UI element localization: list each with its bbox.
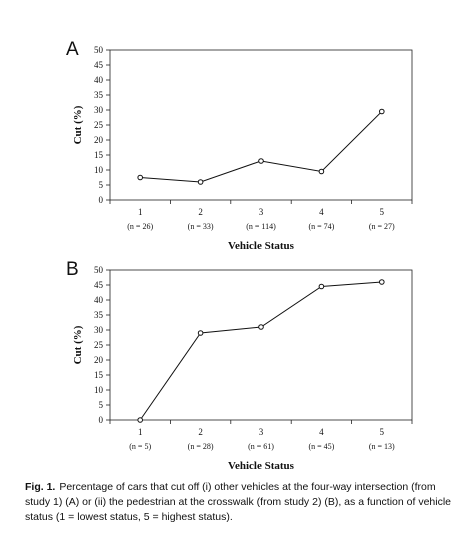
panel-b-n-label: (n = 28): [187, 442, 214, 451]
panel-a-y-tick-label: 10: [94, 165, 103, 175]
figure-caption: [25, 480, 455, 525]
panel-b-y-tick-label: 0: [98, 415, 103, 425]
panel-a-y-tick-label: 25: [94, 120, 103, 130]
panel-a-letter: A: [66, 39, 79, 60]
panel-b-n-label: (n = 13): [368, 442, 395, 451]
panel-a-y-tick-label: 20: [94, 135, 103, 145]
panel-a-y-tick-label: 45: [94, 60, 103, 70]
panel-a-y-tick-label: 40: [94, 75, 103, 85]
panel-b-y-tick-label: 35: [94, 310, 103, 320]
panel-b-data-point: [319, 284, 324, 289]
panel-a-y-tick-label: 15: [94, 150, 103, 160]
panel-a-x-tick-label: 5: [379, 207, 385, 217]
panel-b-x-tick-label: 5: [379, 427, 385, 437]
panel-a-x-tick-label: 2: [198, 207, 203, 217]
panel-b-n-label: (n = 61): [248, 442, 274, 451]
panel-a-x-tick-label: 4: [319, 207, 324, 217]
panel-b-chart: [66, 259, 412, 472]
panel-a-y-tick-label: 5: [98, 180, 103, 190]
panel-b-data-point: [198, 331, 203, 336]
panel-a-n-label: (n = 74): [308, 222, 335, 231]
panel-b-y-tick-label: 30: [94, 325, 103, 335]
panel-a-n-label: (n = 27): [368, 222, 395, 231]
panel-b-x-tick-label: 3: [258, 427, 264, 437]
panel-a-x-tick-label: 1: [137, 207, 143, 217]
panel-b-letter: B: [66, 259, 79, 280]
caption-label: Fig. 1.: [25, 481, 56, 493]
panel-b-y-tick-label: 40: [94, 295, 103, 305]
panel-b-x-tick-label: 1: [137, 427, 143, 437]
panel-b-y-tick-label: 10: [94, 385, 103, 395]
panel-b-y-tick-label: 50: [94, 265, 103, 275]
panel-a-y-axis-title: Cut (%): [72, 105, 84, 145]
panel-a-n-label: (n = 33): [187, 222, 214, 231]
panel-a-y-tick-label: 50: [94, 45, 103, 55]
panel-b-y-tick-label: 20: [94, 355, 103, 365]
panel-a-data-point: [259, 159, 264, 164]
panel-a-n-label: (n = 114): [246, 222, 276, 231]
panel-b-y-tick-label: 5: [98, 400, 103, 410]
panel-a-x-tick-label: 3: [258, 207, 264, 217]
panel-a-chart: [66, 39, 412, 252]
panel-b-x-axis-title: Vehicle Status: [228, 460, 294, 472]
panel-a-plot-frame: [110, 50, 412, 200]
panel-b-y-tick-label: 25: [94, 340, 103, 350]
panel-a-data-point: [138, 175, 143, 180]
panel-b-data-point: [138, 418, 143, 423]
panel-b-series-line: [140, 282, 382, 420]
panel-a-y-tick-label: 30: [94, 105, 103, 115]
panel-a-y-tick-label: 0: [98, 195, 103, 205]
panel-a-data-point: [319, 169, 324, 174]
panel-b-n-label: (n = 45): [308, 442, 335, 451]
panel-a-x-axis-title: Vehicle Status: [228, 240, 294, 252]
panel-b-data-point: [380, 280, 385, 285]
panel-a-series-line: [140, 112, 382, 183]
panel-b-x-tick-label: 4: [319, 427, 324, 437]
panel-b-n-label: (n = 5): [129, 442, 152, 451]
panel-b-data-point: [259, 325, 264, 330]
panel-b-y-axis-title: Cut (%): [72, 325, 84, 365]
panel-b-y-tick-label: 15: [94, 370, 103, 380]
panel-b-y-tick-label: 45: [94, 280, 103, 290]
panel-a-n-label: (n = 26): [127, 222, 154, 231]
panel-a-data-point: [198, 180, 203, 185]
caption-text: Percentage of cars that cut off (i) other vehicles at the four-way intersection (from study 1) (A) or (ii) the pedestrian at the crosswalk (from study 2) (B), as a function of vehicle status (1 = lowest status, 5 = highest status).: [25, 481, 451, 523]
panel-a-y-tick-label: 35: [94, 90, 103, 100]
panel-a-data-point: [380, 109, 385, 114]
panel-b-x-tick-label: 2: [198, 427, 203, 437]
